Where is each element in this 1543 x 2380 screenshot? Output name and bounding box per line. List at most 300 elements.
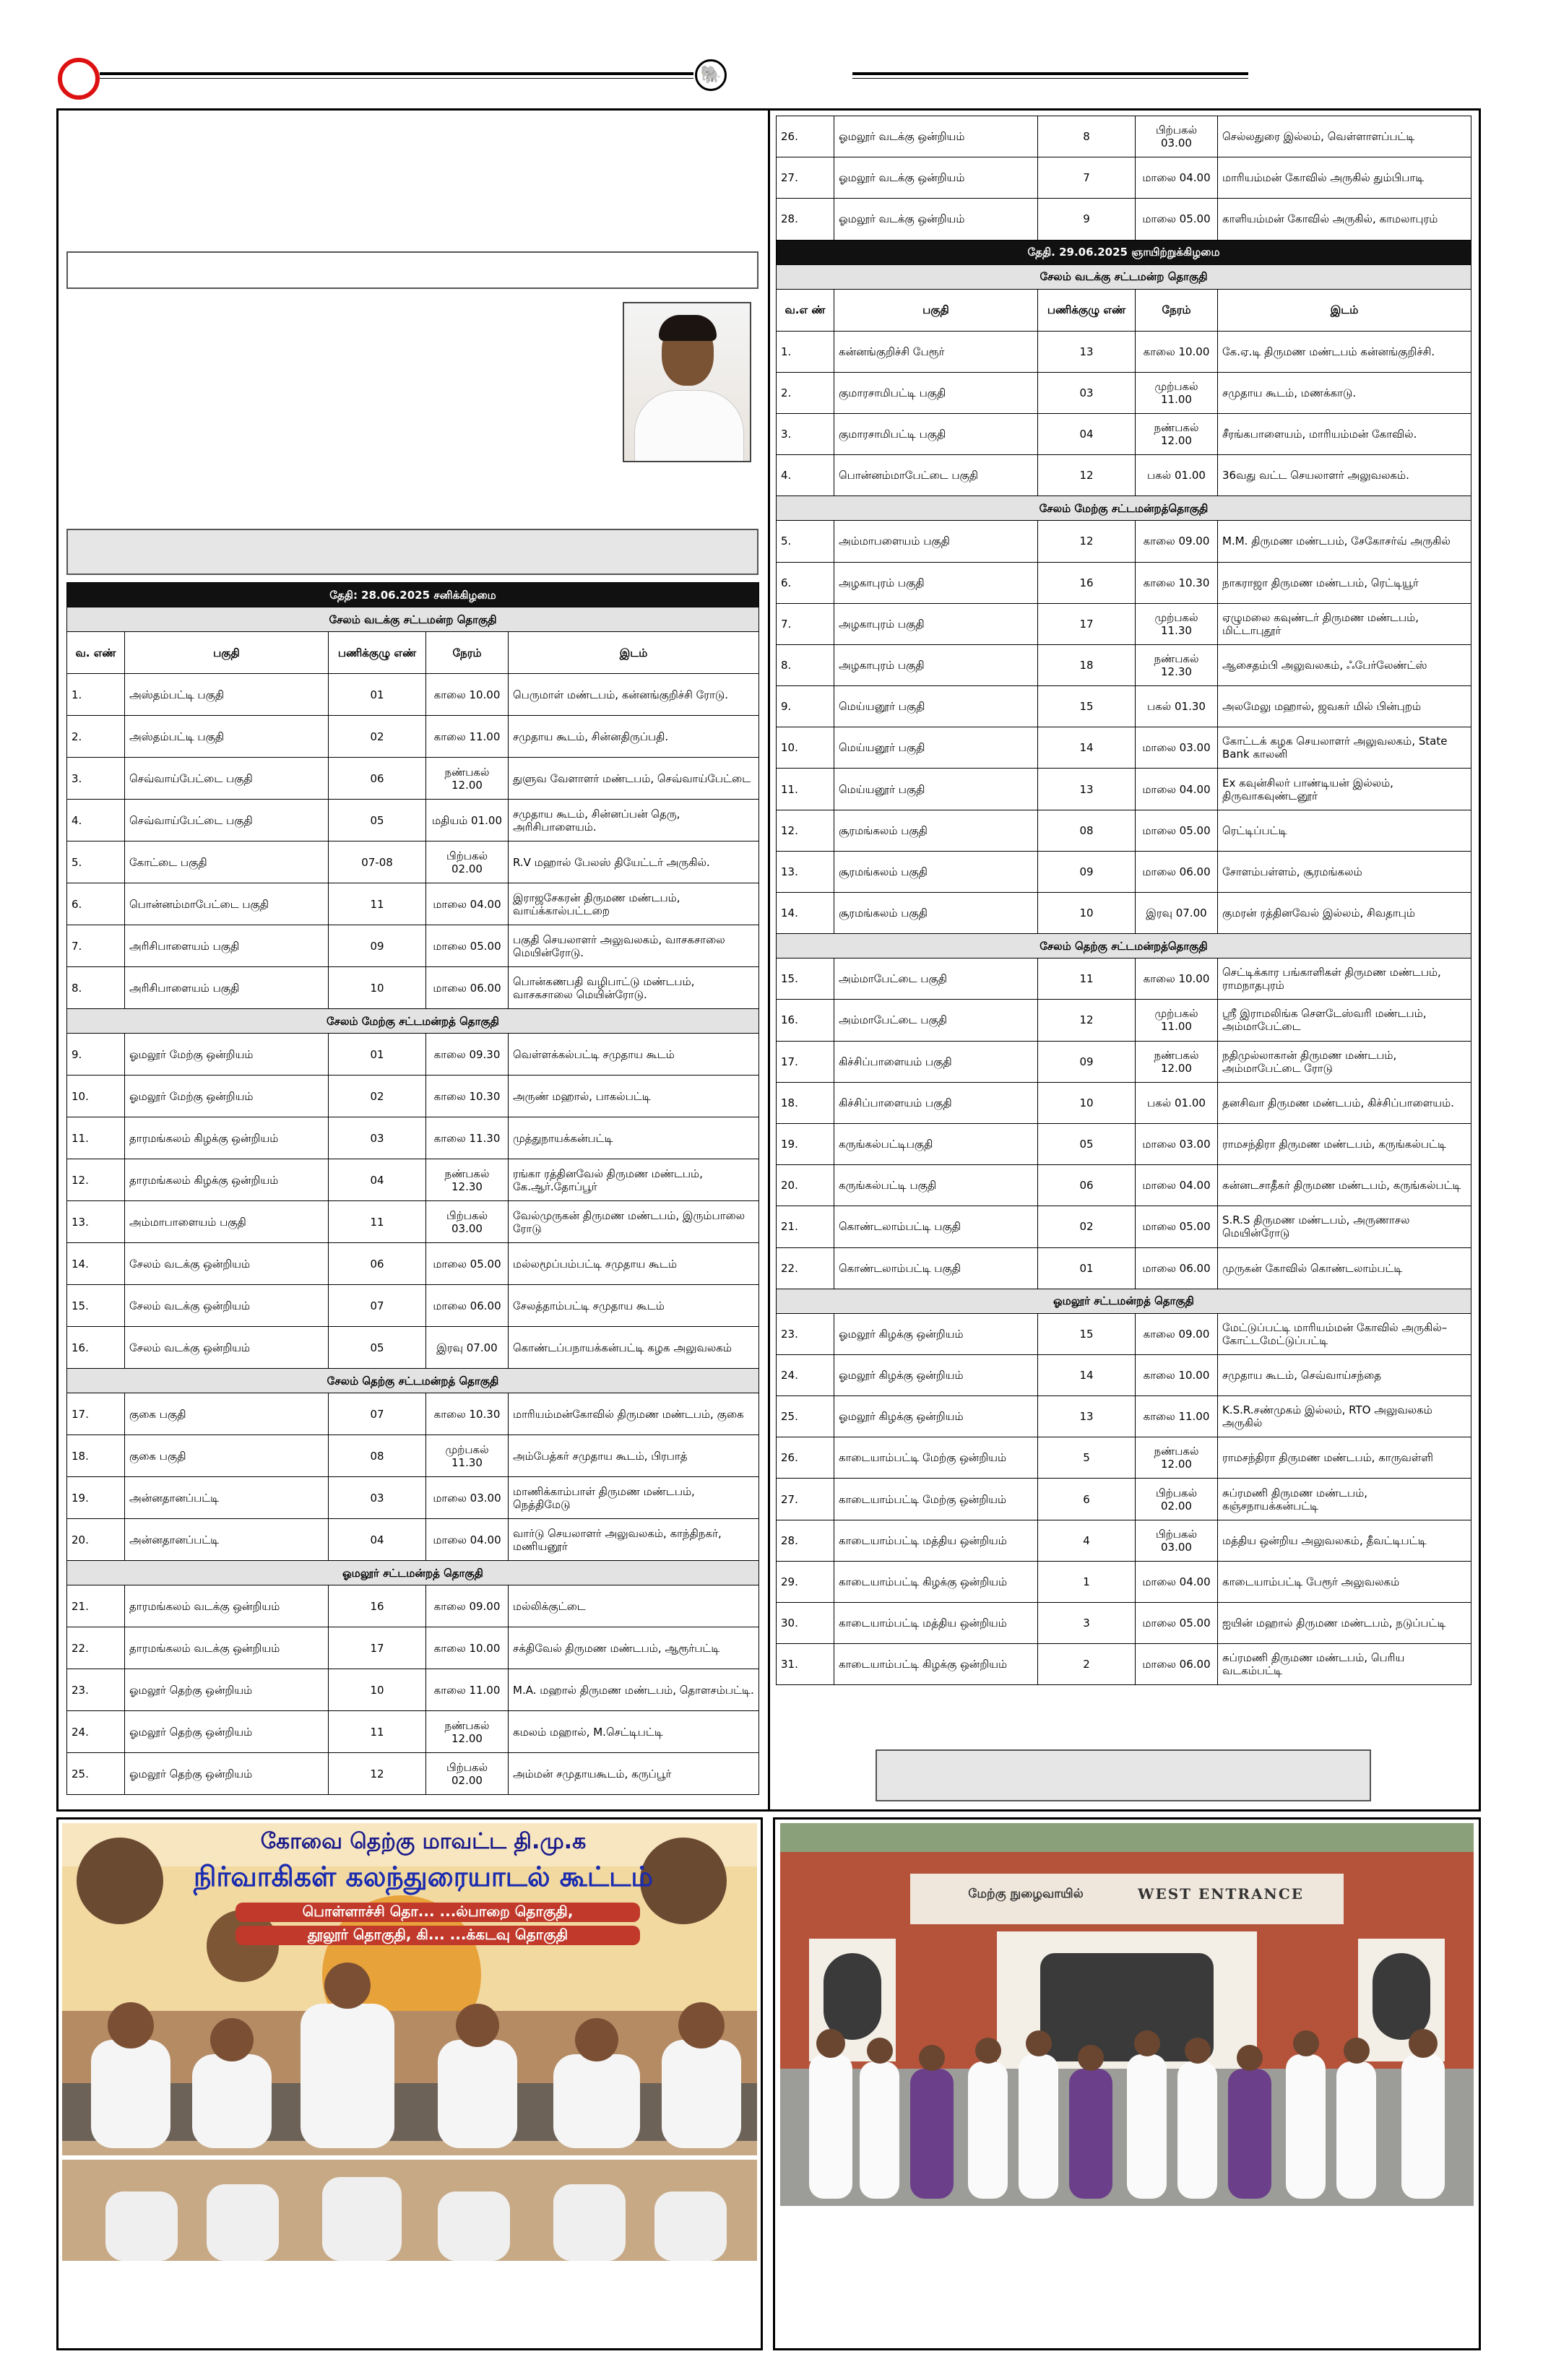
schedule-row — [777, 959, 1471, 1000]
area-name: மெய்யனூர் பகுதி — [834, 686, 1038, 727]
team-number: 09 — [1038, 851, 1136, 892]
venue: சேலத்தாம்பட்டி சமுதாய கூடம் — [509, 1285, 759, 1327]
venue: சமுதாய கூடம், சின்னதிருப்பதி. — [509, 716, 759, 758]
team-number: 10 — [329, 1669, 426, 1711]
team-number: 12 — [1038, 521, 1136, 562]
meeting-time: பிற்பகல் 03.00 — [426, 1201, 509, 1243]
team-number: 8 — [1038, 116, 1136, 157]
schedule-row — [777, 1561, 1471, 1602]
schedule-row — [67, 1159, 759, 1201]
area-name: சூரமங்கலம் பகுதி — [834, 893, 1038, 934]
team-number: 02 — [1038, 1206, 1136, 1247]
group-photo-west-entrance — [780, 1823, 1474, 2206]
team-number: 14 — [1038, 1354, 1136, 1395]
serial-number: 21. — [777, 1206, 834, 1247]
meeting-time: மதியம் 01.00 — [426, 800, 509, 841]
area-name: கருங்கல்பட்டி பகுதி — [834, 1165, 1038, 1206]
area-name: கோட்டை பகுதி — [125, 841, 329, 883]
area-name: காடையாம்பட்டி மேற்கு ஒன்றியம் — [834, 1437, 1038, 1479]
banner-line-3: பொள்ளாச்சி தொ... ...ல்பாறை தொகுதி, — [235, 1903, 640, 1922]
area-name: காடையாம்பட்டி கிழக்கு ஒன்றியம் — [834, 1644, 1038, 1685]
team-number: 08 — [1038, 810, 1136, 851]
serial-number: 5. — [67, 841, 125, 883]
area-name: மெய்யனூர் பகுதி — [834, 769, 1038, 810]
schedule-row — [777, 644, 1471, 685]
serial-number: 7. — [67, 925, 125, 967]
serial-number: 11. — [777, 769, 834, 810]
schedule-table-29-06 — [776, 116, 1471, 1685]
team-number: 18 — [1038, 644, 1136, 685]
venue: Ex கவுன்சிலர் பாண்டியன் இல்லம், திருவாகவுண்டனூர் — [1218, 769, 1471, 810]
venue: M.A. மஹால் திருமண மண்டபம், தொளசம்பட்டி. — [509, 1669, 759, 1711]
schedule-row — [67, 1435, 759, 1477]
serial-number: 29. — [777, 1561, 834, 1602]
schedule-row — [67, 1117, 759, 1159]
serial-number: 19. — [777, 1123, 834, 1164]
area-name: சேலம் வடக்கு ஒன்றியம் — [125, 1285, 329, 1327]
team-number: 17 — [329, 1627, 426, 1669]
venue: 36வது வட்ட செயலாளர் அலுவலகம். — [1218, 455, 1471, 496]
meeting-time: பகல் 01.00 — [1136, 1082, 1218, 1123]
team-number: 04 — [329, 1159, 426, 1201]
area-name: அம்மாபாளையம் பகுதி — [125, 1201, 329, 1243]
meeting-time: காலை 09.00 — [1136, 521, 1218, 562]
schedule-row — [777, 455, 1471, 496]
venue: அம்மன் சமுதாயகூடம், கருப்பூர் — [509, 1753, 759, 1795]
team-number: 09 — [1038, 1041, 1136, 1082]
venue: R.V மஹால் பேலஸ் தியேட்டர் அருகில். — [509, 841, 759, 883]
area-name: கன்னங்குறிச்சி பேரூர் — [834, 331, 1038, 372]
schedule-row — [777, 1041, 1471, 1082]
venue: மல்லிக்குட்டை — [509, 1585, 759, 1627]
serial-number: 23. — [777, 1313, 834, 1354]
team-number: 02 — [329, 716, 426, 758]
serial-number: 25. — [67, 1753, 125, 1795]
team-number: 07 — [329, 1393, 426, 1435]
area-name: ஓமலூர் மேற்கு ஒன்றியம் — [125, 1034, 329, 1076]
meeting-time: காலை 10.00 — [1136, 959, 1218, 1000]
meeting-time: காலை 11.00 — [1136, 1396, 1218, 1437]
area-name: அழகாபுரம் பகுதி — [834, 644, 1038, 685]
team-number: 03 — [1038, 372, 1136, 413]
team-number: 16 — [1038, 562, 1136, 603]
schedule-row — [777, 1354, 1471, 1395]
schedule-row — [777, 1644, 1471, 1685]
meeting-time: மாலை 04.00 — [1136, 157, 1218, 199]
serial-number: 5. — [777, 521, 834, 562]
team-number: 06 — [1038, 1165, 1136, 1206]
schedule-row — [777, 372, 1471, 413]
header-rule-right — [852, 72, 1248, 75]
meeting-time: பகல் 01.00 — [1136, 455, 1218, 496]
schedule-row — [777, 1603, 1471, 1644]
meeting-time: நண்பகல் 12.00 — [1136, 1437, 1218, 1479]
meeting-time: பிற்பகல் 02.00 — [1136, 1479, 1218, 1520]
constituency-row — [777, 1289, 1471, 1313]
serial-number: 13. — [777, 851, 834, 892]
serial-number: 1. — [777, 331, 834, 372]
area-name: அம்மாபளையம் பகுதி — [834, 521, 1038, 562]
team-number: 14 — [1038, 727, 1136, 769]
serial-number: 22. — [67, 1627, 125, 1669]
area-name: ஓமலூர் தெற்கு ஒன்றியம் — [125, 1711, 329, 1753]
venue: பெருமாள் மண்டபம், கன்னங்குறிச்சி ரோடு. — [509, 674, 759, 716]
serial-number: 17. — [67, 1393, 125, 1435]
venue: மாரியம்மன்கோவில் திருமண மண்டபம், குகை — [509, 1393, 759, 1435]
venue: வேல்முருகன் திருமண மண்டபம், இரும்பாலை ரோடு — [509, 1201, 759, 1243]
serial-number: 16. — [67, 1327, 125, 1369]
serial-number: 8. — [777, 644, 834, 685]
serial-number: 7. — [777, 603, 834, 644]
column-header: பகுதி — [125, 632, 329, 674]
meeting-time: மாலை 05.00 — [1136, 199, 1218, 240]
meeting-time: நண்பகல் 12.30 — [426, 1159, 509, 1201]
venue: ஏழுமலை கவுண்டர் திருமண மண்டபம், மிட்டாபுதூர் — [1218, 603, 1471, 644]
venue: மாரியம்மன் கோவில் அருகில் தும்பிபாடி — [1218, 157, 1471, 199]
meeting-time: காலை 10.00 — [426, 674, 509, 716]
venue: காடையாம்பட்டி பேரூர் அலுவலகம் — [1218, 1561, 1471, 1602]
meeting-time: காலை 10.00 — [426, 1627, 509, 1669]
column-header: பணிக்குழு எண் — [1038, 289, 1136, 331]
header-rule-left — [100, 72, 693, 75]
meeting-time: காலை 09.30 — [426, 1034, 509, 1076]
serial-number: 25. — [777, 1396, 834, 1437]
meeting-time: பிற்பகல் 02.00 — [426, 841, 509, 883]
serial-number: 9. — [777, 686, 834, 727]
schedule-row — [777, 727, 1471, 769]
meeting-time: மாலை 06.00 — [1136, 851, 1218, 892]
area-name: காடையாம்பட்டி மேற்கு ஒன்றியம் — [834, 1479, 1038, 1520]
area-name: தாரமங்கலம் கிழக்கு ஒன்றியம் — [125, 1159, 329, 1201]
constituency-row — [777, 496, 1471, 521]
venue: கே.ஏ.டி திருமண மண்டபம் கன்னங்குறிச்சி. — [1218, 331, 1471, 372]
meeting-time: மாலை 05.00 — [1136, 1206, 1218, 1247]
serial-number: 26. — [777, 116, 834, 157]
meeting-photo — [62, 1823, 757, 2261]
area-name: ஓமலூர் வடக்கு ஒன்றியம் — [834, 157, 1038, 199]
meeting-time: காலை 09.00 — [1136, 1313, 1218, 1354]
meeting-time: மாலை 06.00 — [426, 1285, 509, 1327]
team-number: 07 — [329, 1285, 426, 1327]
schedule-row — [777, 157, 1471, 199]
meeting-time: காலை 11.30 — [426, 1117, 509, 1159]
serial-number: 13. — [67, 1201, 125, 1243]
serial-number: 1. — [67, 674, 125, 716]
serial-number: 30. — [777, 1603, 834, 1644]
date-row — [67, 583, 759, 607]
meeting-time: காலை 10.30 — [426, 1076, 509, 1117]
meeting-time: காலை 10.00 — [1136, 331, 1218, 372]
meeting-time: காலை 09.00 — [426, 1585, 509, 1627]
elephant-logo-icon: 🐘 — [695, 59, 727, 91]
leader-portrait — [623, 302, 751, 462]
area-name: பொன்னம்மாபேட்டை பகுதி — [125, 883, 329, 925]
serial-number: 3. — [67, 758, 125, 800]
team-number: 04 — [1038, 413, 1136, 454]
serial-number: 2. — [67, 716, 125, 758]
venue: வெள்ளக்கல்பட்டி சமுதாய கூடம் — [509, 1034, 759, 1076]
area-name: கொண்டலாம்பட்டி பகுதி — [834, 1206, 1038, 1247]
serial-number: 6. — [67, 883, 125, 925]
header-circle-ornament — [58, 58, 100, 100]
schedule-row — [67, 1393, 759, 1435]
serial-number: 27. — [777, 157, 834, 199]
area-name: குமாரசாமிபட்டி பகுதி — [834, 372, 1038, 413]
meeting-time: பிற்பகல் 03.00 — [1136, 116, 1218, 157]
venue: K.S.R.சண்முகம் இல்லம், RTO அலுவலகம் அருகில் — [1218, 1396, 1471, 1437]
meeting-time: காலை 10.30 — [1136, 562, 1218, 603]
meeting-time: மாலை 06.00 — [1136, 1247, 1218, 1289]
area-name: ஓமலூர் வடக்கு ஒன்றியம் — [834, 199, 1038, 240]
venue: சமுதாய கூடம், செவ்வாய்சந்தை — [1218, 1354, 1471, 1395]
venue: ரங்கா ரத்தினவேல் திருமண மண்டபம், கே.ஆர்.தோப்பூர் — [509, 1159, 759, 1201]
area-name: தாரமங்கலம் வடக்கு ஒன்றியம் — [125, 1585, 329, 1627]
constituency-title: சேலம் மேற்கு சட்டமன்றத்தொகுதி — [777, 496, 1471, 521]
venue: சமுதாய கூடம், சின்னப்பன் தெரு, அரிசிபாளையம். — [509, 800, 759, 841]
meeting-time: மாலை 05.00 — [426, 1243, 509, 1285]
area-name: சேலம் வடக்கு ஒன்றியம் — [125, 1327, 329, 1369]
meeting-time: காலை 11.00 — [426, 716, 509, 758]
team-number: 1 — [1038, 1561, 1136, 1602]
serial-number: 28. — [777, 199, 834, 240]
venue: கொண்டப்பநாயக்கன்பட்டி கழக அலுவலகம் — [509, 1327, 759, 1369]
venue: ஐயின் மஹால் திருமண மண்டபம், நடுப்பட்டி — [1218, 1603, 1471, 1644]
area-name: சேலம் வடக்கு ஒன்றியம் — [125, 1243, 329, 1285]
constituency-title: சேலம் வடக்கு சட்டமன்ற தொகுதி — [67, 607, 759, 632]
constituency-row — [777, 264, 1471, 289]
area-name: அம்மாபேட்டை பகுதி — [834, 959, 1038, 1000]
constituency-row — [67, 1369, 759, 1393]
schedule-row — [67, 1669, 759, 1711]
schedule-row — [67, 1477, 759, 1519]
schedule-row — [67, 883, 759, 925]
schedule-row — [67, 1076, 759, 1117]
serial-number: 22. — [777, 1247, 834, 1289]
team-number: 13 — [1038, 1396, 1136, 1437]
venue: மல்லமூப்பம்பட்டி சமுதாய கூடம் — [509, 1243, 759, 1285]
meeting-time: பகல் 01.30 — [1136, 686, 1218, 727]
serial-number: 21. — [67, 1585, 125, 1627]
schedule-row — [777, 521, 1471, 562]
area-name: அஸ்தம்பட்டி பகுதி — [125, 674, 329, 716]
meeting-time: மாலை 03.00 — [1136, 1123, 1218, 1164]
area-name: அஸ்தம்பட்டி பகுதி — [125, 716, 329, 758]
meeting-time: இரவு 07.00 — [426, 1327, 509, 1369]
serial-number: 9. — [67, 1034, 125, 1076]
constituency-row — [67, 607, 759, 632]
header-rule-right-thin — [852, 78, 1248, 79]
team-number: 01 — [1038, 1247, 1136, 1289]
schedule-row — [777, 331, 1471, 372]
area-name: தாரமங்கலம் கிழக்கு ஒன்றியம் — [125, 1117, 329, 1159]
venue: S.R.S திருமண மண்டபம், அருணாசல மெயின்ரோடு — [1218, 1206, 1471, 1247]
schedule-row — [67, 1034, 759, 1076]
area-name: கொண்டலாம்பட்டி பகுதி — [834, 1247, 1038, 1289]
column-header-row — [67, 632, 759, 674]
team-number: 10 — [1038, 893, 1136, 934]
meeting-time: நண்பகல் 12.00 — [1136, 1041, 1218, 1082]
venue: மாணிக்காம்பாள் திருமண மண்டபம், நெத்திமேடு — [509, 1477, 759, 1519]
area-name: ஓமலூர் வடக்கு ஒன்றியம் — [834, 116, 1038, 157]
schedule-row — [67, 674, 759, 716]
venue: அம்பேத்கர் சமுதாய கூடம், பிரபாத் — [509, 1435, 759, 1477]
venue: வார்டு செயலாளர் அலுவலகம், காந்திநகர், மணியனூர் — [509, 1519, 759, 1561]
venue: மேட்டுப்பட்டி மாரியம்மன் கோவில் அருகில்– கோட்டமேட்டுப்பட்டி — [1218, 1313, 1471, 1354]
team-number: 03 — [329, 1477, 426, 1519]
team-number: 11 — [329, 883, 426, 925]
banner-line-4: தூலூர் தொகுதி, கி... ...க்கடவு தொகுதி — [235, 1926, 640, 1945]
meeting-time: நண்பகல் 12.00 — [426, 1711, 509, 1753]
area-name: ஓமலூர் தெற்கு ஒன்றியம் — [125, 1669, 329, 1711]
serial-number: 19. — [67, 1477, 125, 1519]
schedule-row — [777, 1313, 1471, 1354]
constituency-title: சேலம் தெற்கு சட்டமன்றத் தொகுதி — [67, 1369, 759, 1393]
schedule-row — [67, 1519, 759, 1561]
meeting-time: மாலை 03.00 — [1136, 727, 1218, 769]
meeting-time: மாலை 04.00 — [1136, 1165, 1218, 1206]
constituency-title: சேலம் தெற்கு சட்டமன்றத்தொகுதி — [777, 934, 1471, 959]
serial-number: 6. — [777, 562, 834, 603]
schedule-row — [67, 1711, 759, 1753]
venue: குமரன் ரத்தினவேல் இல்லம், சிவதாபும் — [1218, 893, 1471, 934]
schedule-row — [67, 716, 759, 758]
area-name: அன்னதானப்பட்டி — [125, 1519, 329, 1561]
area-name: பொன்னம்மாபேட்டை பகுதி — [834, 455, 1038, 496]
area-name: அரிசிபாளையம் பகுதி — [125, 967, 329, 1009]
serial-number: 10. — [777, 727, 834, 769]
serial-number: 23. — [67, 1669, 125, 1711]
serial-number: 3. — [777, 413, 834, 454]
venue: ஆசைதம்பி அலுவலகம், ஃபேர்லேண்ட்ஸ் — [1218, 644, 1471, 685]
venue: ராமசந்திரா திருமண மண்டபம், காருவள்ளி — [1218, 1437, 1471, 1479]
venue: நதிமுல்லாகான் திருமண மண்டபம், அம்மாபேட்டை ரோடு — [1218, 1041, 1471, 1082]
meeting-time: முற்பகல் 11.00 — [1136, 372, 1218, 413]
area-name: கிச்சிப்பாளையம் பகுதி — [834, 1082, 1038, 1123]
schedule-row — [67, 1201, 759, 1243]
serial-number: 15. — [67, 1285, 125, 1327]
column-divider — [768, 108, 770, 1812]
area-name: அழகாபுரம் பகுதி — [834, 562, 1038, 603]
area-name: மெய்யனூர் பகுதி — [834, 727, 1038, 769]
column-header: பணிக்குழு எண் — [329, 632, 426, 674]
column-header: நேரம் — [426, 632, 509, 674]
team-number: 15 — [1038, 1313, 1136, 1354]
schedule-row — [67, 841, 759, 883]
team-number: 06 — [329, 758, 426, 800]
team-number: 10 — [329, 967, 426, 1009]
team-number: 17 — [1038, 603, 1136, 644]
team-number: 08 — [329, 1435, 426, 1477]
team-number: 12 — [329, 1753, 426, 1795]
team-number: 15 — [1038, 686, 1136, 727]
serial-number: 31. — [777, 1644, 834, 1685]
banner-line-2: நிர்வாகிகள் கலந்துரையாடல் கூட்டம் — [194, 1861, 653, 1892]
column-header: இடம் — [1218, 289, 1471, 331]
area-name: சூரமங்கலம் பகுதி — [834, 851, 1038, 892]
schedule-row — [777, 1206, 1471, 1247]
schedule-row — [777, 1479, 1471, 1520]
meeting-time: நண்பகல் 12.00 — [1136, 413, 1218, 454]
meeting-time: மாலை 03.00 — [426, 1477, 509, 1519]
area-name: சூரமங்கலம் பகுதி — [834, 810, 1038, 851]
serial-number: 18. — [777, 1082, 834, 1123]
meeting-time: காலை 10.30 — [426, 1393, 509, 1435]
area-name: செவ்வாய்பேட்டை பகுதி — [125, 800, 329, 841]
schedule-row — [67, 925, 759, 967]
meeting-time: நண்பகல் 12.00 — [426, 758, 509, 800]
venue: சுப்ரமணி திருமண மண்டபம், கஞ்சநாயக்கன்பட்டி — [1218, 1479, 1471, 1520]
venue: சக்திவேல் திருமண மண்டபம், ஆரூர்பட்டி — [509, 1627, 759, 1669]
meeting-time: காலை 10.00 — [1136, 1354, 1218, 1395]
column-header-row — [777, 289, 1471, 331]
venue: பகுதி செயலாளர் அலுவலகம், வாசகசாலை மெயின்ரோடு. — [509, 925, 759, 967]
venue: ஸ்ரீ இராமலிங்க சௌடேஸ்வரி மண்டபம், அம்மாபேட்டை — [1218, 1000, 1471, 1041]
venue: கோட்டக் கழக செயலாளர் அலுவலகம், State Bank காலனி — [1218, 727, 1471, 769]
area-name: ஓமலூர் தெற்கு ஒன்றியம் — [125, 1753, 329, 1795]
column-header: வ. எண் — [67, 632, 125, 674]
team-number: 16 — [329, 1585, 426, 1627]
venue: செட்டிக்கார பங்காளிகள் திருமண மண்டபம், ராமநாதபுரம் — [1218, 959, 1471, 1000]
team-number: 10 — [1038, 1082, 1136, 1123]
caption-box-right — [876, 1749, 1371, 1801]
schedule-row — [67, 1753, 759, 1795]
constituency-row — [777, 934, 1471, 959]
schedule-row — [777, 199, 1471, 240]
meeting-time: மாலை 04.00 — [426, 1519, 509, 1561]
area-name: குகை பகுதி — [125, 1435, 329, 1477]
team-number: 12 — [1038, 455, 1136, 496]
area-name: ஓமலூர் மேற்கு ஒன்றியம் — [125, 1076, 329, 1117]
area-name: குமாரசாமிபட்டி பகுதி — [834, 413, 1038, 454]
meeting-time: முற்பகல் 11.30 — [1136, 603, 1218, 644]
serial-number: 26. — [777, 1437, 834, 1479]
area-name: தாரமங்கலம் வடக்கு ஒன்றியம் — [125, 1627, 329, 1669]
header-rule-left-thin — [100, 78, 693, 79]
schedule-row — [777, 1520, 1471, 1561]
area-name: கருங்கல்பட்டிபகுதி — [834, 1123, 1038, 1164]
team-number: 13 — [1038, 769, 1136, 810]
venue: முத்துநாயக்கன்பட்டி — [509, 1117, 759, 1159]
team-number: 5 — [1038, 1437, 1136, 1479]
area-name: அரிசிபாளையம் பகுதி — [125, 925, 329, 967]
headline-box — [66, 251, 758, 289]
serial-number: 27. — [777, 1479, 834, 1520]
area-name: ஓமலூர் கிழக்கு ஒன்றியம் — [834, 1313, 1038, 1354]
serial-number: 4. — [67, 800, 125, 841]
venue: இராஜசேகரன் திருமண மண்டபம், வாய்க்கால்பட்டறை — [509, 883, 759, 925]
team-number: 01 — [329, 1034, 426, 1076]
venue: சுப்ரமணி திருமண மண்டபம், பெரிய வடகம்பட்டி — [1218, 1644, 1471, 1685]
schedule-row — [777, 893, 1471, 934]
schedule-row — [67, 758, 759, 800]
area-name: அம்மாபேட்டை பகுதி — [834, 1000, 1038, 1041]
meeting-time: முற்பகல் 11.00 — [1136, 1000, 1218, 1041]
venue: முருகன் கோவில் கொண்டலாம்பட்டி — [1218, 1247, 1471, 1289]
schedule-row — [777, 413, 1471, 454]
meeting-time: பிற்பகல் 03.00 — [1136, 1520, 1218, 1561]
schedule-row — [67, 800, 759, 841]
team-number: 05 — [329, 1327, 426, 1369]
schedule-row — [777, 1247, 1471, 1289]
serial-number: 16. — [777, 1000, 834, 1041]
meeting-time: காலை 11.00 — [426, 1669, 509, 1711]
venue: தனசிவா திருமண மண்டபம், கிச்சிப்பாளையம். — [1218, 1082, 1471, 1123]
venue: அருண் மஹால், பாகல்பட்டி — [509, 1076, 759, 1117]
schedule-row — [777, 603, 1471, 644]
meeting-time: முற்பகல் 11.30 — [426, 1435, 509, 1477]
serial-number: 4. — [777, 455, 834, 496]
schedule-row — [777, 686, 1471, 727]
